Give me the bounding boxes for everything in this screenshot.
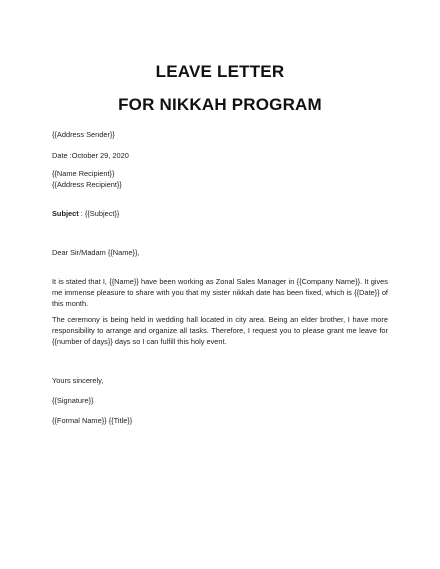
subject-value: : {{Subject}}: [78, 209, 120, 218]
letter-title: LEAVE LETTER: [155, 62, 285, 81]
formal-name-title: {{Formal Name}} {{Title}}: [52, 416, 133, 425]
signature: {{Signature}}: [52, 396, 94, 405]
recipient-name: {{Name Recipient}}: [52, 169, 115, 178]
sender-address: {{Address Sender}}: [52, 130, 115, 139]
closing: Yours sincerely,: [52, 376, 104, 385]
paragraph-request: The ceremony is being held in wedding hall located in city area. Being an elder brother, I have more responsibility to arrange and organize all tasks. Therefore, I request you to please grant me leave for {{number of days}} days so I can fulfill this holy event.: [52, 315, 388, 347]
paragraph-intro: It is stated that I, {{Name}} have been working as Zonal Sales Manager in {{Company Name}}. It gives me immense pleasure to share with you that my sister nikkah date has been fixed, which is {{Date}} of this month.: [52, 277, 388, 309]
letter-date: Date :October 29, 2020: [52, 151, 129, 160]
subject-line: [52, 208, 388, 219]
salutation: Dear Sir/Madam {{Name}},: [52, 248, 140, 257]
recipient-address: {{Address Recipient}}: [52, 180, 122, 189]
letter-subtitle: FOR NIKKAH PROGRAM: [118, 95, 322, 114]
subject-label: Subject: [52, 209, 79, 218]
